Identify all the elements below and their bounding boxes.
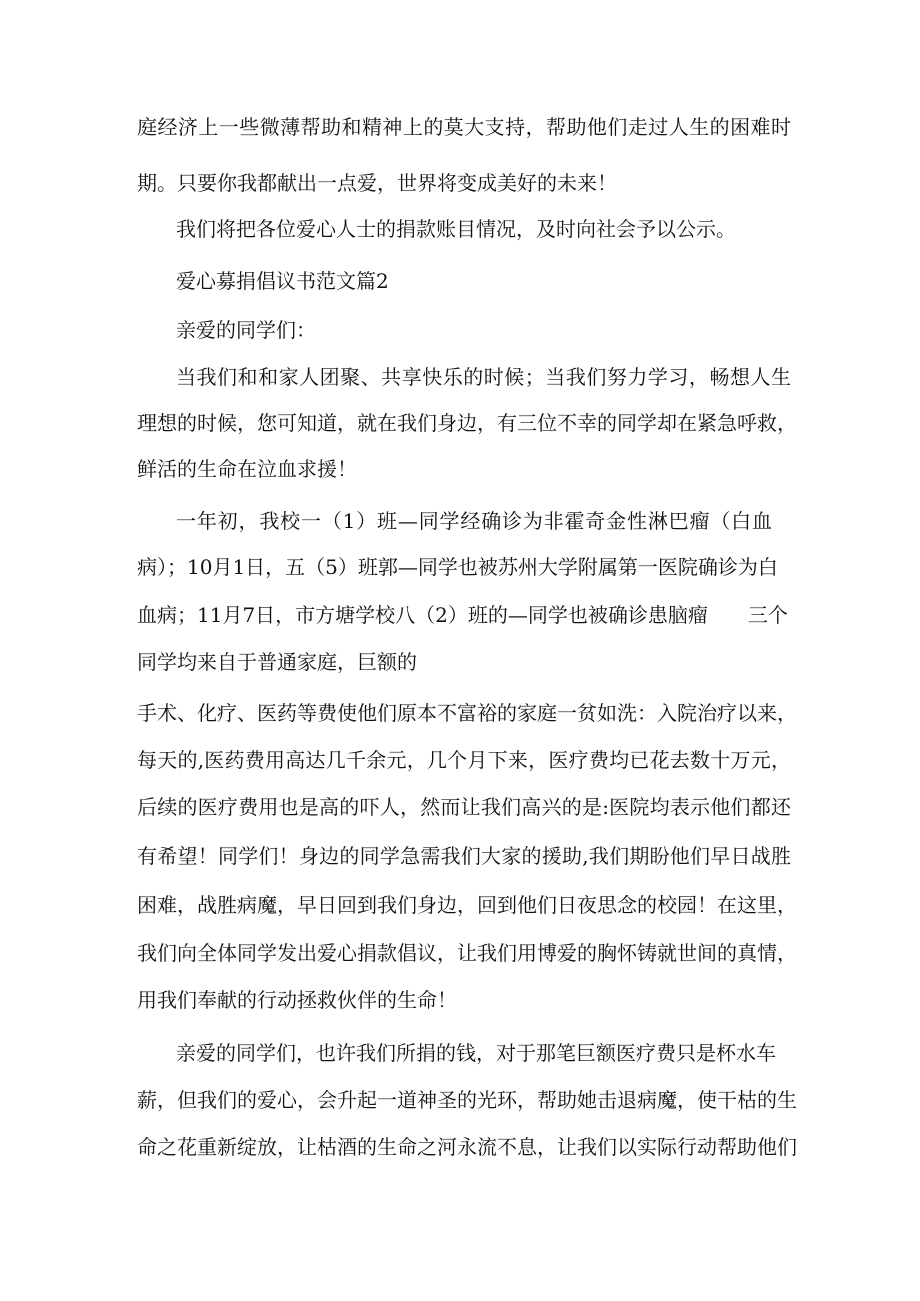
text-line: 期。只要你我都献出一点爱，世界将变成美好的未来！: [137, 171, 617, 195]
text-line: 理想的时候，您可知道，就在我们身边，有三位不幸的同学却在紧急呼救，: [137, 411, 797, 435]
text-line: 命之花重新绽放，让枯酒的生命之河永流不息，让我们以实际行动帮助他们: [137, 1135, 797, 1159]
text-line: 庭经济上一些微薄帮助和精神上的莫大支持，帮助他们走过人生的困难时: [137, 115, 791, 139]
text-line: 血病；11月7日，市方塘学校八（2）班的—同学也被确诊患脑瘤 三个: [137, 603, 788, 627]
text-line: 薪，但我们的爱心，会升起一道神圣的光环，帮助她击退病魔，使干枯的生: [137, 1088, 797, 1112]
text-line: 我们将把各位爱心人士的捐款账目情况，及时向社会予以公示。: [176, 217, 736, 241]
text-line: 困难，战胜病魔，早日回到我们身边，回到他们日夜思念的校园！在这里，: [137, 893, 797, 917]
text-line: 同学均来自于普通家庭，巨额的: [137, 650, 417, 674]
text-line: 后续的医疗费用也是高的吓人，然而让我们高兴的是:医院均表示他们都还: [137, 795, 791, 819]
text-line: 病）；10月1日，五（5）班郭—同学也被苏州大学附属第一医院确诊为白: [137, 555, 778, 579]
text-line: 用我们奉献的行动拯救伙伴的生命！: [137, 988, 457, 1012]
section-title: 爱心募捐倡议书范文篇2: [176, 269, 389, 293]
text-line: 每天的,医药费用高达几千余元，几个月下来，医疗费均已花去数十万元，: [137, 748, 791, 772]
text-line: 手术、化疗、医药等费使他们原本不富裕的家庭一贫如洗：入院治疗以来，: [137, 701, 797, 725]
text-line: 亲爱的同学们，也许我们所捐的钱，对于那笔巨额医疗费只是杯水车: [176, 1041, 776, 1065]
text-line: 一年初，我校一（1）班—同学经确诊为非霍奇金性淋巴瘤（白血: [176, 509, 772, 533]
text-line: 鲜活的生命在泣血求援！: [137, 457, 357, 481]
text-line: 我们向全体同学发出爱心捐款倡议，让我们用博爱的胸怀铸就世间的真情，: [137, 941, 797, 965]
text-line: 有希望！同学们！身边的同学急需我们大家的援助,我们期盼他们早日战胜: [137, 844, 791, 868]
text-line: 当我们和和家人团聚、共享快乐的时候；当我们努力学习，畅想人生: [176, 365, 791, 389]
salutation: 亲爱的同学们：: [176, 318, 316, 342]
